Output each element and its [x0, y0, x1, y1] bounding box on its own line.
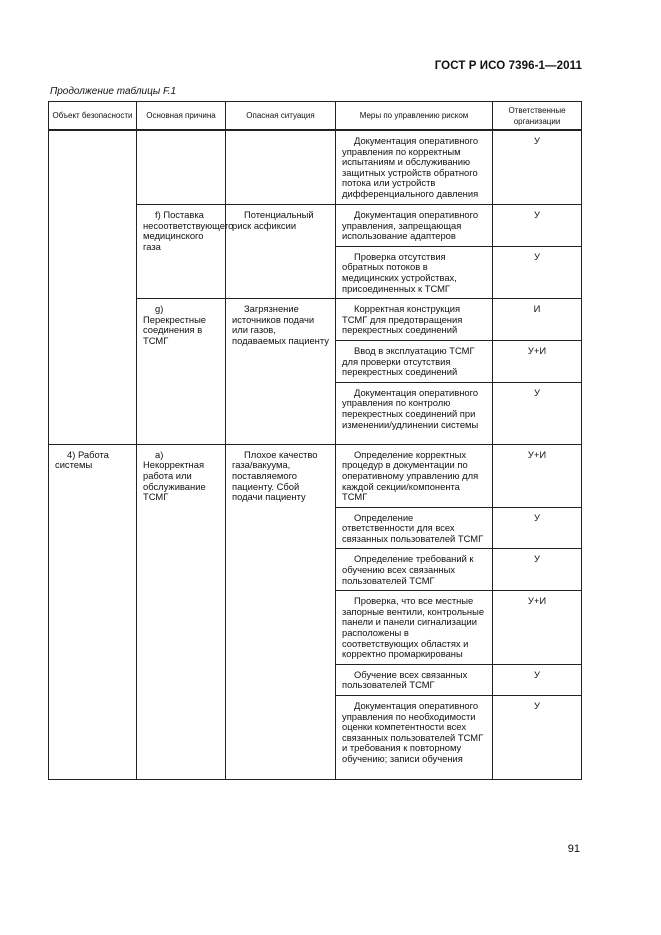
table-caption: Продолжение таблицы F.1: [50, 86, 177, 97]
cause-cell: f) Поставка несоответствующего медицинского газа: [137, 205, 226, 299]
situation-cell: [226, 130, 336, 205]
cause-cell: [137, 130, 226, 205]
column-header-cause: Основная причина: [137, 102, 226, 131]
responsible-cell: У: [493, 205, 582, 247]
page-number: 91: [567, 843, 580, 855]
situation-cell: Загрязнение источников подачи или газов, подаваемых пациенту: [226, 299, 336, 445]
column-header-object: Объект безопасности: [49, 102, 137, 131]
measure-cell: Документация оперативного управления по корректным испытаниям и обслуживанию защитных устройств обратного потока или устройств дифференциального давления: [336, 130, 493, 205]
responsible-cell: У: [493, 130, 582, 205]
responsible-cell: У+И: [493, 340, 582, 382]
responsible-cell: У: [493, 664, 582, 695]
measure-cell: Корректная конструкция ТСМГ для предотвращения перекрестных соединений: [336, 299, 493, 341]
measure-cell: Определение требований к обучению всех связанных пользователей ТСМГ: [336, 549, 493, 591]
column-header-responsible: Ответственные организации: [493, 102, 582, 131]
object-cell: 4) Работа системы: [49, 444, 137, 779]
measure-cell: Документация оперативного управления по контролю перекрестных соединений при изменении/удлинении системы: [336, 382, 493, 444]
measure-cell: Проверка, что все местные запорные вентили, контрольные панели и панели сигнализации расположены в соответствующих областях и корректно промаркированы: [336, 591, 493, 665]
responsible-cell: У: [493, 696, 582, 780]
standard-designation: ГОСТ Р ИСО 7396-1—2011: [434, 60, 582, 72]
situation-cell: Потенциальный риск асфиксии: [226, 205, 336, 299]
responsible-cell: У+И: [493, 444, 582, 507]
measure-cell: Документация оперативного управления, запрещающая использование адаптеров: [336, 205, 493, 247]
situation-cell: Плохое качество газа/вакуума, поставляемого пациенту. Сбой подачи пациенту: [226, 444, 336, 779]
responsible-cell: И: [493, 299, 582, 341]
measure-cell: Документация оперативного управления по необходимости оценки компетентности всех связанных пользователей ТСМГ и требования к повторному обучению; записи обучения: [336, 696, 493, 780]
measure-cell: Обучение всех связанных пользователей ТСМГ: [336, 664, 493, 695]
responsible-cell: У: [493, 246, 582, 298]
object-cell: [49, 130, 137, 444]
measure-cell: Определение корректных процедур в документации по оперативному управлению для каждой секции/компонента ТСМГ: [336, 444, 493, 507]
cause-cell: а) Некорректная работа или обслуживание ТСМГ: [137, 444, 226, 779]
column-header-measure: Меры по управлению риском: [336, 102, 493, 131]
cause-cell: g) Перекрестные соединения в ТСМГ: [137, 299, 226, 445]
responsible-cell: У: [493, 382, 582, 444]
responsible-cell: У+И: [493, 591, 582, 665]
measure-cell: Ввод в эксплуатацию ТСМГ для проверки отсутствия перекрестных соединений: [336, 340, 493, 382]
responsible-cell: У: [493, 549, 582, 591]
table-header-row: [49, 102, 582, 131]
risk-table: [48, 101, 582, 780]
measure-cell: Проверка отсутствия обратных потоков в медицинских устройствах, присоединенных к ТСМГ: [336, 246, 493, 298]
measure-cell: Определение ответственности для всех связанных пользователей ТСМГ: [336, 507, 493, 549]
responsible-cell: У: [493, 507, 582, 549]
table-row: [49, 444, 582, 507]
table-row: [49, 130, 582, 205]
column-header-situation: Опасная ситуация: [226, 102, 336, 131]
